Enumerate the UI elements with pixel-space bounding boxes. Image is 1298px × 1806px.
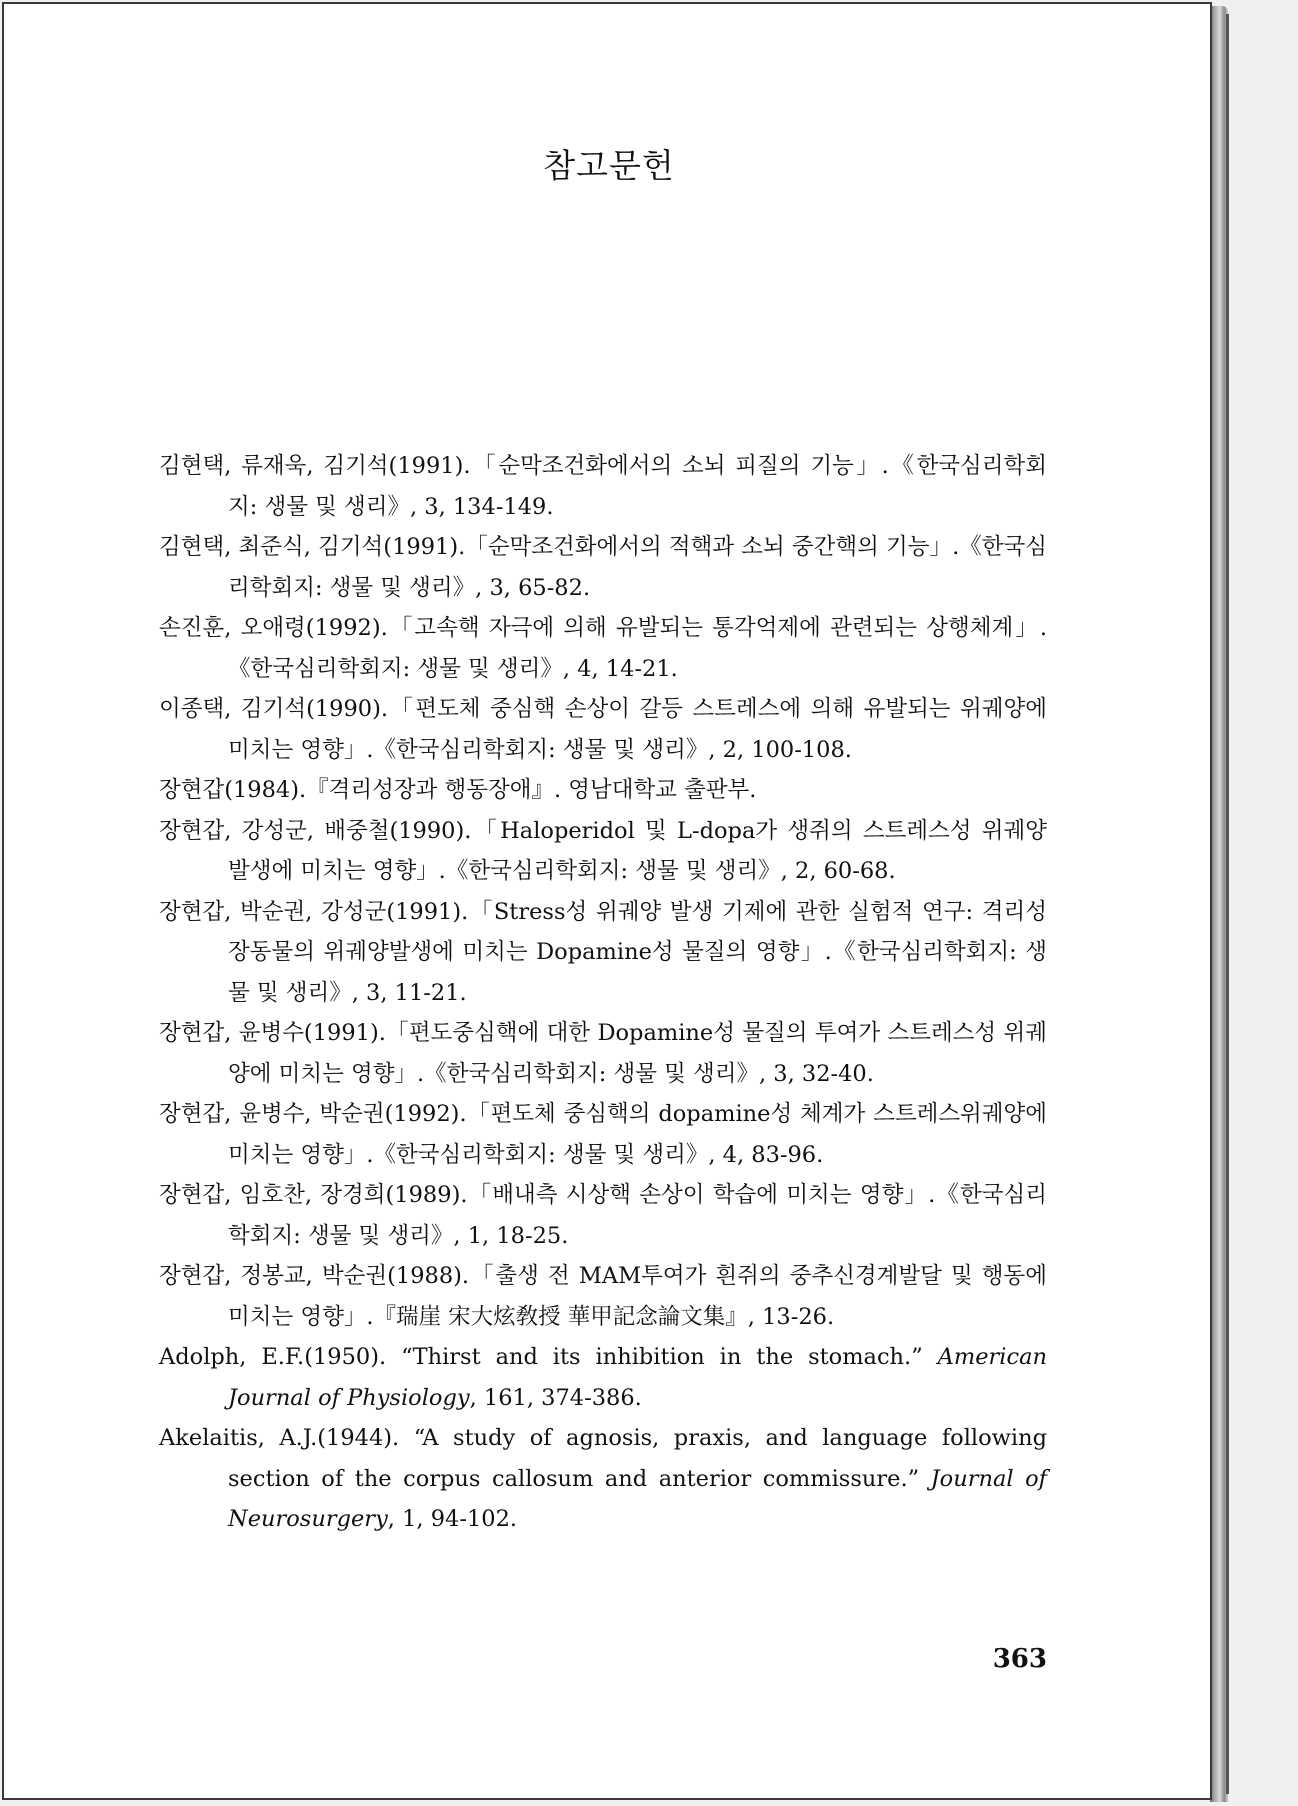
reference-volume-pages: , 1, 94-102. — [387, 1506, 518, 1532]
reference-main-text: Akelaitis, A.J.(1944). “A study of agnosis, praxis, and language following section of the corpus callosum and anterior commissure.” — [159, 1425, 1047, 1492]
reference-item: 장현갑, 임호찬, 장경희(1989).「배내측 시상핵 손상이 학습에 미치는 영향」.《한국심리학회지: 생물 및 생리》, 1, 18-25. — [159, 1182, 1047, 1249]
reference-main-text: Adolph, E.F.(1950). “Thirst and its inhibition in the stomach.” — [159, 1344, 938, 1370]
reference-item: 장현갑(1984).『격리성장과 행동장애』. 영남대학교 출판부. — [159, 777, 757, 803]
reference-item-english — [159, 1337, 1047, 1418]
page-edge-line — [1226, 14, 1229, 1794]
reference-list — [159, 446, 1047, 1540]
reference-item: 장현갑, 박순권, 강성군(1991).「Stress성 위궤양 발생 기제에 관한 실험적 연구: 격리성장동물의 위궤양발생에 미치는 Dopamine성 물질의 영향」.《한국심리학회지: 생물 및 생리》, 3, 11-21. — [159, 898, 1047, 1006]
reference-item: 장현갑, 윤병수(1991).「편도중심핵에 대한 Dopamine성 물질의 투여가 스트레스성 위궤양에 미치는 영향」.《한국심리학회지: 생물 및 생리》, 3, 32-40. — [159, 1020, 1047, 1087]
reference-item-english — [159, 1418, 1047, 1540]
document-page — [2, 2, 1212, 1800]
reference-journal-title: American Journal of Physiology — [228, 1344, 1047, 1411]
reference-journal-title: Journal of Neurosurgery — [228, 1465, 1047, 1532]
reference-item: 김현택, 류재욱, 김기석(1991).「순막조건화에서의 소뇌 피질의 기능」.《한국심리학회지: 생물 및 생리》, 3, 134-149. — [159, 453, 1047, 520]
page-number: 363 — [992, 1644, 1047, 1674]
reference-item: 장현갑, 정봉교, 박순권(1988).「출생 전 MAM투여가 흰쥐의 중추신경계발달 및 행동에 미치는 영향」.『瑞崖 宋大炫敎授 華甲記念論文集』, 13-26. — [159, 1263, 1047, 1330]
reference-item: 이종택, 김기석(1990).「편도체 중심핵 손상이 갈등 스트레스에 의해 유발되는 위궤양에 미치는 영향」.《한국심리학회지: 생물 및 생리》, 2, 100-108. — [159, 696, 1047, 763]
reference-item: 손진훈, 오애령(1992).「고속핵 자극에 의해 유발되는 통각억제에 관련되는 상행체계」.《한국심리학회지: 생물 및 생리》, 4, 14-21. — [159, 615, 1047, 682]
page-title: 참고문헌 — [543, 146, 675, 185]
reference-item: 김현택, 최준식, 김기석(1991).「순막조건화에서의 적핵과 소뇌 중간핵의 기능」.《한국심리학회지: 생물 및 생리》, 3, 65-82. — [159, 534, 1047, 601]
reference-volume-pages: , 161, 374-386. — [469, 1384, 642, 1411]
reference-item: 장현갑, 윤병수, 박순권(1992).「편도체 중심핵의 dopamine성 체계가 스트레스위궤양에 미치는 영향」.《한국심리학회지: 생물 및 생리》, 4, 83-96. — [159, 1101, 1047, 1168]
reference-item: 장현갑, 강성군, 배중철(1990).「Haloperidol 및 L-dopa가 생쥐의 스트레스성 위궤양 발생에 미치는 영향」.《한국심리학회지: 생물 및 생리》, 2, 60-68. — [159, 817, 1047, 884]
